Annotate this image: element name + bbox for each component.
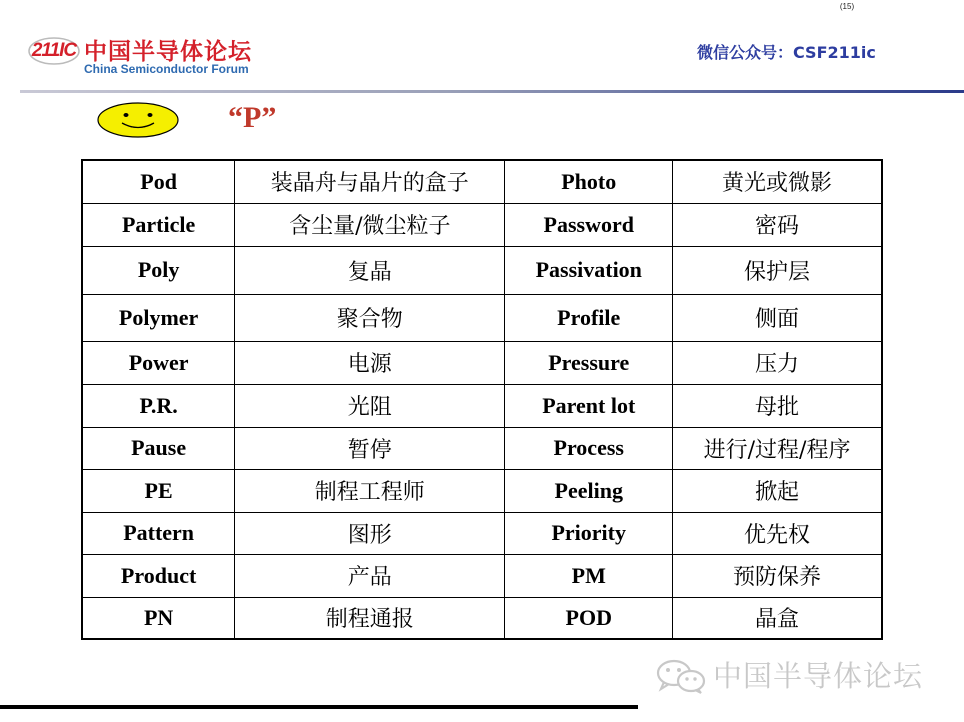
meaning-cell: 制程通报 — [235, 597, 505, 639]
section-title: “P” — [228, 101, 277, 134]
term-cell: PM — [505, 554, 673, 597]
term-cell: PE — [82, 469, 235, 512]
meaning-cell: 制程工程师 — [235, 469, 505, 512]
term-cell: Passivation — [505, 246, 673, 294]
table-row — [82, 246, 882, 294]
watermark-text: 中国半导体论坛 — [713, 659, 924, 693]
term-cell: Peeling — [505, 469, 673, 512]
meaning-cell: 优先权 — [673, 512, 882, 554]
table-row — [82, 427, 882, 469]
meaning-cell: 暂停 — [235, 427, 505, 469]
meaning-cell: 侧面 — [673, 294, 882, 341]
term-cell: Photo — [505, 160, 673, 203]
meaning-cell: 含尘量/微尘粒子 — [235, 203, 505, 246]
smiley-face-icon — [96, 101, 180, 139]
meaning-cell: 黄光或微影 — [673, 160, 882, 203]
term-cell: Polymer — [82, 294, 235, 341]
logo-english-name: China Semiconductor Forum — [84, 62, 249, 76]
meaning-cell: 聚合物 — [235, 294, 505, 341]
meaning-cell: 图形 — [235, 512, 505, 554]
term-cell: Poly — [82, 246, 235, 294]
meaning-cell: 保护层 — [673, 246, 882, 294]
term-cell: Parent lot — [505, 384, 673, 427]
meaning-cell: 母批 — [673, 384, 882, 427]
meaning-cell: 复晶 — [235, 246, 505, 294]
table-row — [82, 203, 882, 246]
logo-badge-text: 211IC — [31, 40, 77, 61]
table-row — [82, 469, 882, 512]
glossary-table — [81, 159, 883, 640]
header-divider — [20, 90, 964, 93]
wechat-icon — [655, 658, 707, 694]
logo-chinese-name: 中国半导体论坛 — [84, 39, 252, 65]
meaning-cell: 产品 — [235, 554, 505, 597]
meaning-cell: 装晶舟与晶片的盒子 — [235, 160, 505, 203]
wechat-account-label: 微信公众号：CSF211ic — [697, 43, 876, 62]
term-cell: Pod — [82, 160, 235, 203]
term-cell: PN — [82, 597, 235, 639]
table-row — [82, 554, 882, 597]
table-row — [82, 160, 882, 203]
term-cell: Product — [82, 554, 235, 597]
term-cell: Process — [505, 427, 673, 469]
meaning-cell: 密码 — [673, 203, 882, 246]
term-cell: Password — [505, 203, 673, 246]
meaning-cell: 掀起 — [673, 469, 882, 512]
term-cell: P.R. — [82, 384, 235, 427]
meaning-cell: 预防保养 — [673, 554, 882, 597]
table-row — [82, 294, 882, 341]
term-cell: Power — [82, 341, 235, 384]
meaning-cell: 晶盒 — [673, 597, 882, 639]
meaning-cell: 进行/过程/程序 — [673, 427, 882, 469]
page-number: (15) — [839, 2, 855, 11]
term-cell: Particle — [82, 203, 235, 246]
term-cell: POD — [505, 597, 673, 639]
table-row — [82, 597, 882, 639]
meaning-cell: 光阻 — [235, 384, 505, 427]
table-row — [82, 341, 882, 384]
logo — [28, 30, 288, 80]
table-row — [82, 512, 882, 554]
footer-divider — [0, 705, 638, 709]
term-cell: Priority — [505, 512, 673, 554]
term-cell: Pressure — [505, 341, 673, 384]
meaning-cell: 电源 — [235, 341, 505, 384]
term-cell: Profile — [505, 294, 673, 341]
term-cell: Pause — [82, 427, 235, 469]
table-row — [82, 384, 882, 427]
term-cell: Pattern — [82, 512, 235, 554]
meaning-cell: 压力 — [673, 341, 882, 384]
